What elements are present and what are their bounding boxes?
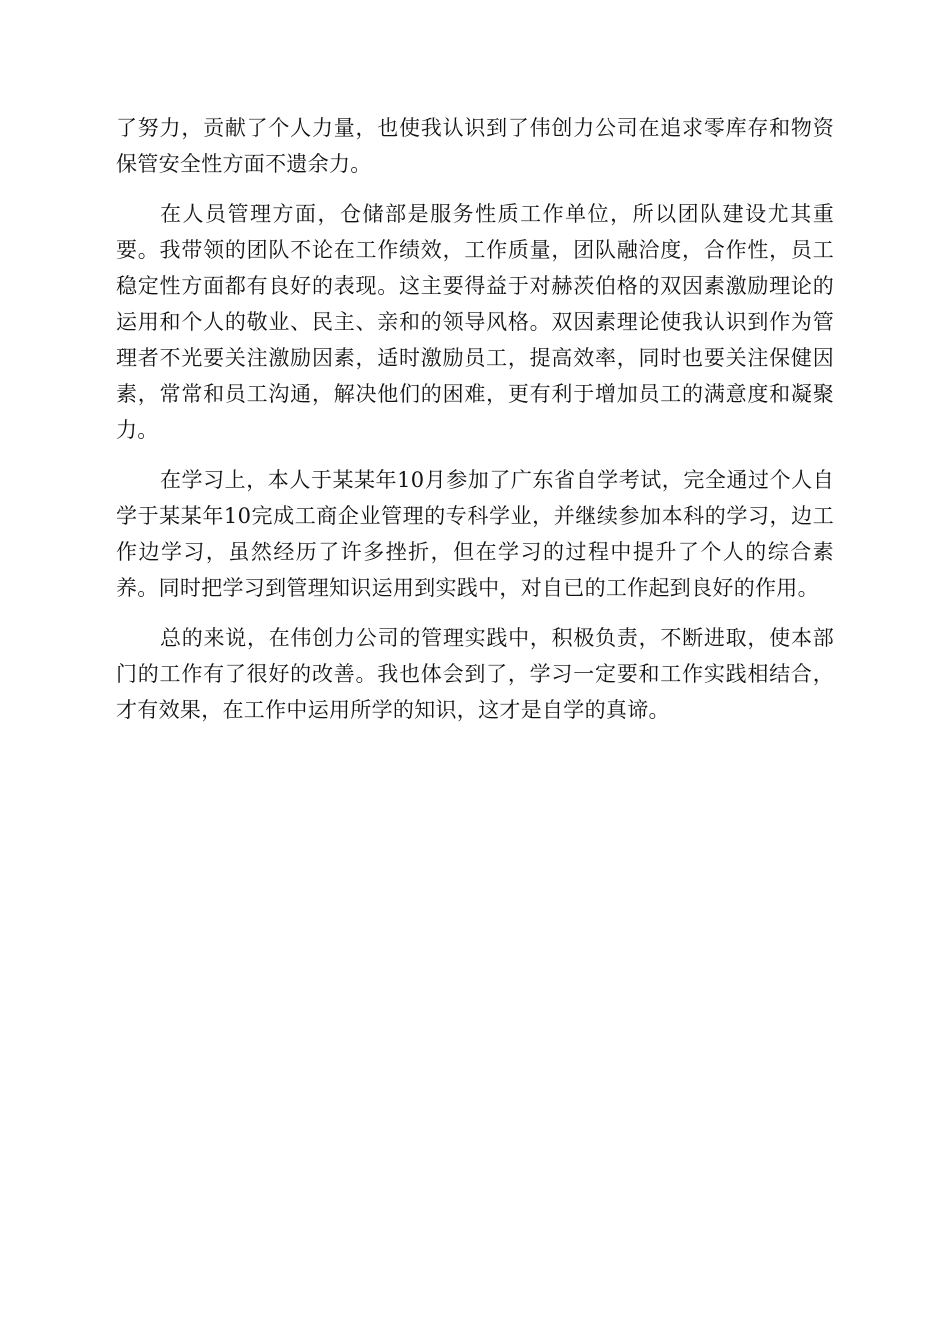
- paragraph-3: 在学习上，本人于某某年10月参加了广东省自学考试，完全通过个人自学于某某年10完成工商企业管理的专科学业，并继续参加本科的学习，边工作边学习，虽然经历了许多挫折，但在学习的过程中提升了个人的综合素养。同时把学习到管理知识运用到实践中，对自已的工作起到良好的作用。: [116, 468, 834, 600]
- paragraph-2: 在人员管理方面，仓储部是服务性质工作单位，所以团队建设尤其重要。我带领的团队不论在工作绩效，工作质量，团队融洽度，合作性，员工稳定性方面都有良好的表现。这主要得益于对赫茨伯格的双因素激励理论的运用和个人的敬业、民主、亲和的领导风格。双因素理论使我认识到作为管理者不光要关注激励因素，适时激励员工，提高效率，同时也要关注保健因素，常常和员工沟通，解决他们的困难，更有利于增加员工的满意度和凝聚力。: [116, 202, 834, 442]
- document-body: [116, 110, 834, 742]
- paragraph-1: 了努力，贡献了个人力量，也使我认识到了伟创力公司在追求零库存和物资保管安全性方面不遗余力。: [116, 116, 834, 176]
- paragraph-4: 总的来说，在伟创力公司的管理实践中，积极负责，不断进取，使本部门的工作有了很好的改善。我也体会到了，学习一定要和工作实践相结合，才有效果，在工作中运用所学的知识，这才是自学的真谛。: [116, 626, 834, 722]
